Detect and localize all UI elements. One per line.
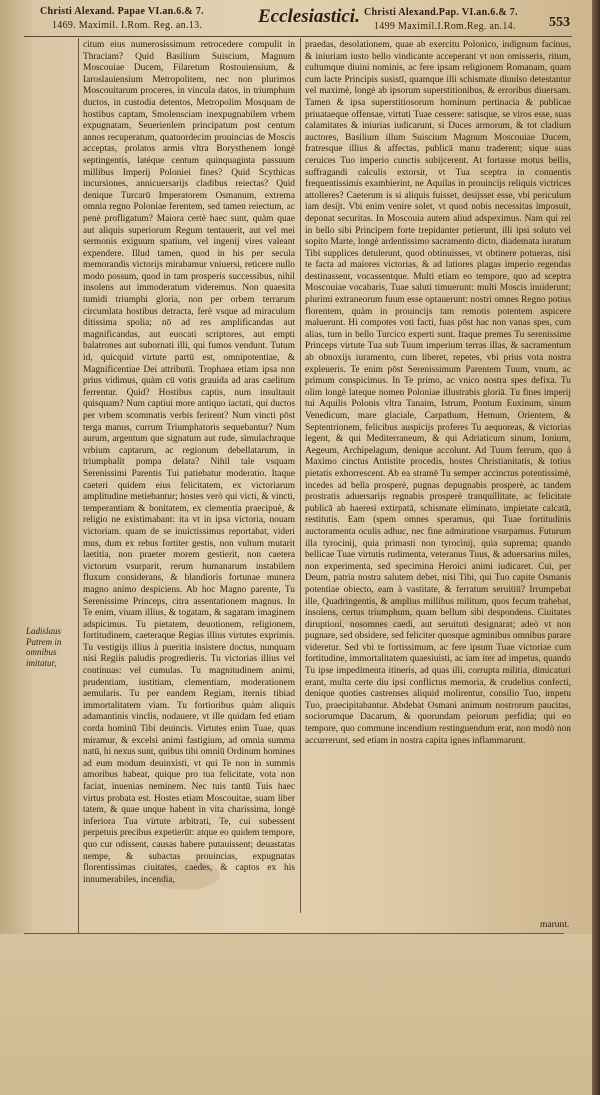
running-head bbox=[26, 4, 578, 34]
page-number: 553 bbox=[549, 15, 570, 30]
blank-lower-margin bbox=[0, 934, 592, 1095]
book-spine-edge bbox=[592, 0, 600, 1095]
right-column-text: praedas, desolationem, quae ab exercitu Polonico, indignum facinus, & iniuriam iusto bello vindicante acceperant vt non omisseris, ritum, cultumque diuini nominis, ac fere ipsam religionem Romanam, quam cum lacte Principis susistī, quamque illi schismate diuulso detestantur vel maximè, longè ab ipsorum superstitionibus, & erroribus diuersam. Tamen & ipsa superstitiosorum hominum pertinacia & publicae priuataeque offensae, virtuti Tuae cessere: satisque, se viros esse, suas calamitates & iniurias iudicarunt, si Duces armorum, & tot cladium auctores, Basilium illum Suiscium Magnum Moscouiae Ducem, fratresque illius & affectas, publicā manu traderent; sique suas ceruices Tuo imperio cunctis subijcerent. At fortasse motus bellis, suffragandi calculis extorsit, vt Tua sceptra in conuentis frequentissimis exambierint, ne Aquilas in prouincijs reliquis victrices attolleres? Caeterum is si aliquis fuisset, desijsset esse, vbi periculum iam desijt. Vbi enim venire solet, vt quod nobis necessitas imposuit, deponat securitas. In Moscouia autem aliud adspeximus. Nam qui rei in bello sibi Principem forte trepidanter petierunt, illi ipsi soluto vel sopito Marte, longè ardentissimo sacramento dicto, diademata iuratum Tibi supplices detulerunt, quod obtinuisses, vt obtinere potueras, nisi te facta ad maiores victorias, & ad latiores plagas imperio regendas destinassent, vocassentque. Multi etiam eo tempore, quo ad sceptra Moscouiae vocabaris, Tuae saluti timuerunt: multi Moscis inuiderunt; plurimi extraneorum fuum esse optauerunt: nostri omnes Regno potius florentem, quàm in prouincijs tam remotis potentem aspicere maluerunt. Hi compotes voti facti, fuas pōst hac non vanas spes, cum alias, tum in bello Turcico experti sunt. Itaque premes Tu serenissime Princeps virtute Tua sub Tuum imperium terras illas, & sacramentum ab obnoxijs iuramento, cum liberet, repetes, vbi prius vota nostra expleueris. Te enim pōst Serenissimum Parentem Tuum, vnum, ac primum conspicimus. In Te primo, ac vnico nostra spes defixa. Tu olim longè lateque nomen Poloniae illustrabis gloriā. Tu fines imperij tui Aquilis Polonis vltra Tanaim, Istrum, Pontum Euxinum, sinum Venedicum, mare glaciale, Carpathum, Hemum, Orientem, & Septentrionem, felicibus auspicijs proferes Tu aequoreas, & victorias legent, & qui Mediterraneum, & qui Adriaticum sinum, Ionium, Aegeum, Archipelagum, denique accolunt. Ad Tuum ferrum, quo à Maximo cinctus Antistite procedis, hostes Christianitatis, & totius pietatis exhorrescent. Ab ea stramē Tu semper accinctus potentissimè, incedes ad bella prosperè, pugnas depugnabis prosperè, ac tandem prostratis aduersarijs regnabis prosperè tranquillitate, ac felicitate publicā ab haeresi extirpatā, schismate eliminato, impietate calcatā, restitutis. Eam (spem omnes speramus, qui Tuae fortitudinis auctoramenta oculis adhuc, nec fine admiratione vsurpamus. Futurum illa tyrocinij, quia primasti non tyrocinij, quia suprema; quando bellicae Tuae virtutis rudimenta, veteranus Tuus, & aduersarius miles, non experimenta, sed specimina Heroici animi iudicaret. Cui, per Deum, patria nostra salutem debet, nisi Tibi, qui Tuo capite Osmanis potentiae obiecto, eam à vastitate, & ferratum seruitiū? Irrumpebat ille, Quadringentis, & amplius millibus militum, quos fecum trahebat, insolens, certus triumphum, quam bellum sibi despondens. Ciuitates diruptioni, nosomnes caedi, aut seruituti designarat; adeò vt non pugnare, sed obsidere, sed feliciter quosque agminibus omnibus parare videretur. Sed vbi te fortissimum, ac fere ipsum Tuae victoriae cum fortitudine, immortalitatem quaesiuisti, ac iam iter ad impetus, quando Tu ipse impedimenta itineris, ad quas illi, corrupta militia, dimicaturi erant, multa certe diu ipsi conflictus memoria, & crudelius confecti, denique quoties castrenses aliquid molirentur, consilio Tuo, impetu Tuo, praecipitabantur. Abdebat Osmani animum nostrorum paucitas, sociorumque Dacarum, & quorundam peiorum perfidia; qui eo tempore, quo commune incendium restinguendum erat, non modò non accurrerunt, sed etiam in nostra capita ignes inflammarunt. bbox=[305, 40, 571, 746]
left-text-column bbox=[83, 40, 295, 933]
margin-rule bbox=[78, 38, 79, 973]
running-head-title: Ecclesiastici. bbox=[258, 6, 360, 27]
header-rule bbox=[24, 36, 572, 37]
running-head-left-line2: 1469. Maximil. I.Rom. Reg. an.13. bbox=[52, 20, 203, 31]
left-column-text: citum eius numerosissimum retrocedere compulit in Thraciam? Quid Basilium Suiscium, Magnum Moscouiae Ducem, Filaretum Rostouiensium, & Iaroslauiensium Metropolitem, nec non plurimos Moscouitarum proceres, in vincula datos, in triumphum ductos, in custodia detentos, Metropolim Mosquam de hostibus captam, Smolensciam inexpugnabilem vrbem expugnatam, Seuerienlem principatum post centum annos recuperatum, quatuordecim prouincias de Moscis acceptas, prolatos armis vltra Borysthenem longè septingentis, latéque centum quinquaginta passuum millibus Imperij Poloniei fines? Quid Scythicas incursiones, annicuersarijs cladibus reiectas? Quid denique Turcarū Imperatorem Osmanum, extrema omnia regno Poloniae ferentem, sed tamen reiectum, ac penè profligatum? Maiora certè haec sunt, quàm quae aut aliquis superiorum Regum tentauerit, aut vel mei sermonis exiguum spatium, vel ingenij vires valeant expendere. Illud tamen, quod in his per secula memorandis victorijs mirabamur vniuersi, reticere nullo modo possum, quod in tam prosperis successibus, nihil insolens aut immoderatum videremus. Non quaesita tumidi triumphi gloria, non per orbem terrarum circumlata hostibus detracta, ferè vsque ad miraculum ditissima spolia; nō ad res amplificandas aut magnificandas, aut euocati scriptores, aut empti balatrones aut subornati illi, qui fumos vendunt. Tutum id, quicquid virtute partū est, omnipotentiae, & Magnificentiae Dei attributū. Trophaea etiam ipsa non prius vidimus, quàm cū votis grauida ad aras caelitum ferrentur. Quid? Hostibus captis, num insultauit quisquam? Num captiui more antiquo iactati, qui ductos per vrbem scommatis verbis ferirent? Num vincti pōst terga manus, currum Triumphatoris sequebantur? Num aurum, argentum que signatum aut rude, simulachraque vrbium captarum, ac regionum debellatarum, in triumphalit pompa delata? Nihil tale vsquam Serenissimi Parentis Tui patiebatur moderatio. Itaque caeteri quidem eius felicitatem, ex victoriarum amplitudine metiebantur; hostes verò qui victi, & vincti, temperantiam & bonitatem, ex clementia praecipuè, & religio ne existimabant: ita vt in ipsa victoria, nouam victoriam. quam de se inuictissimus reportabat, videri mus, dum ex rebus fortiter gestis, non vultum mutarit laetitia, non praeter morem gestierit, non caetera victorum vsurparit, rerum humanarum instabilem fluxum considerans, & blandioris fortunae munera magno animo despiciens. Ab hoc Magno parente, Tu Serenissime Princeps, citra assentationem magnus. In Te enim, viuam illius, & togatam, & sagatam imaginem adspicimus. Tu pietatem, deuotionem, religionem, fortitudinem, caeteraque Regias illius virtutes exprimis. Tu vestigijs illius à pueritia insistere doctus, nunquam nisi Regiis paludis progredieris. Tu victorias illius vel continuas: vel cumulas. Tu magnitudinem animi, prudentiam, iustitiam, clementiam, moderationem aemularis. Tu per eandem Regiam, iternis tibiad immortalitatem viam. Tu fortioribus quàm aliquis adamantinis vinclis, nodauere, vt ille quidam fed etiam corda hominū Tibi deuincis. Virtutes enim Tuae, quas miramur, & excelsi animi fastigium, ad omnia summa natū, hi nexus sunt, quibus tibi omniū Ordinum homines ad eum modum deuinxisti, vt qui Te non in summis amoribus habeat, quique pro tua felicitate, vota non faciat, inuenias neminem. Nec tuis tantū Tuis haec virtus probata est. Hostes etiam Moscouitae, suam liber tatem, & quae unque habent in vita charissima, longè inferiora Tua virtute arbitrati, Te, cui subessent perpetuis precibus expetierūt: atque eo quidem tempore, quo cur odissent, causas habere putauissent; deuastatas nempe, & subactas prouincias, expugnatas florentissimas ciuitates, caedes, & captos ex his innumerabiles, incendia, bbox=[83, 40, 295, 885]
marginal-note: Ladislaus Patrem in omnibus imitatur, bbox=[26, 626, 62, 668]
column-divider bbox=[300, 38, 301, 913]
running-head-right-line1: Christi Alexand.Pap. VI.an.6.& 7. bbox=[364, 7, 518, 18]
running-head-right-line2: 1499 Maximil.I.Rom.Reg. an.14. bbox=[374, 21, 516, 32]
right-text-column bbox=[305, 40, 571, 915]
running-head-left-line1: Christi Alexand. Papae VI.an.6.& 7. bbox=[40, 6, 204, 17]
catchword: marunt. bbox=[540, 920, 570, 930]
